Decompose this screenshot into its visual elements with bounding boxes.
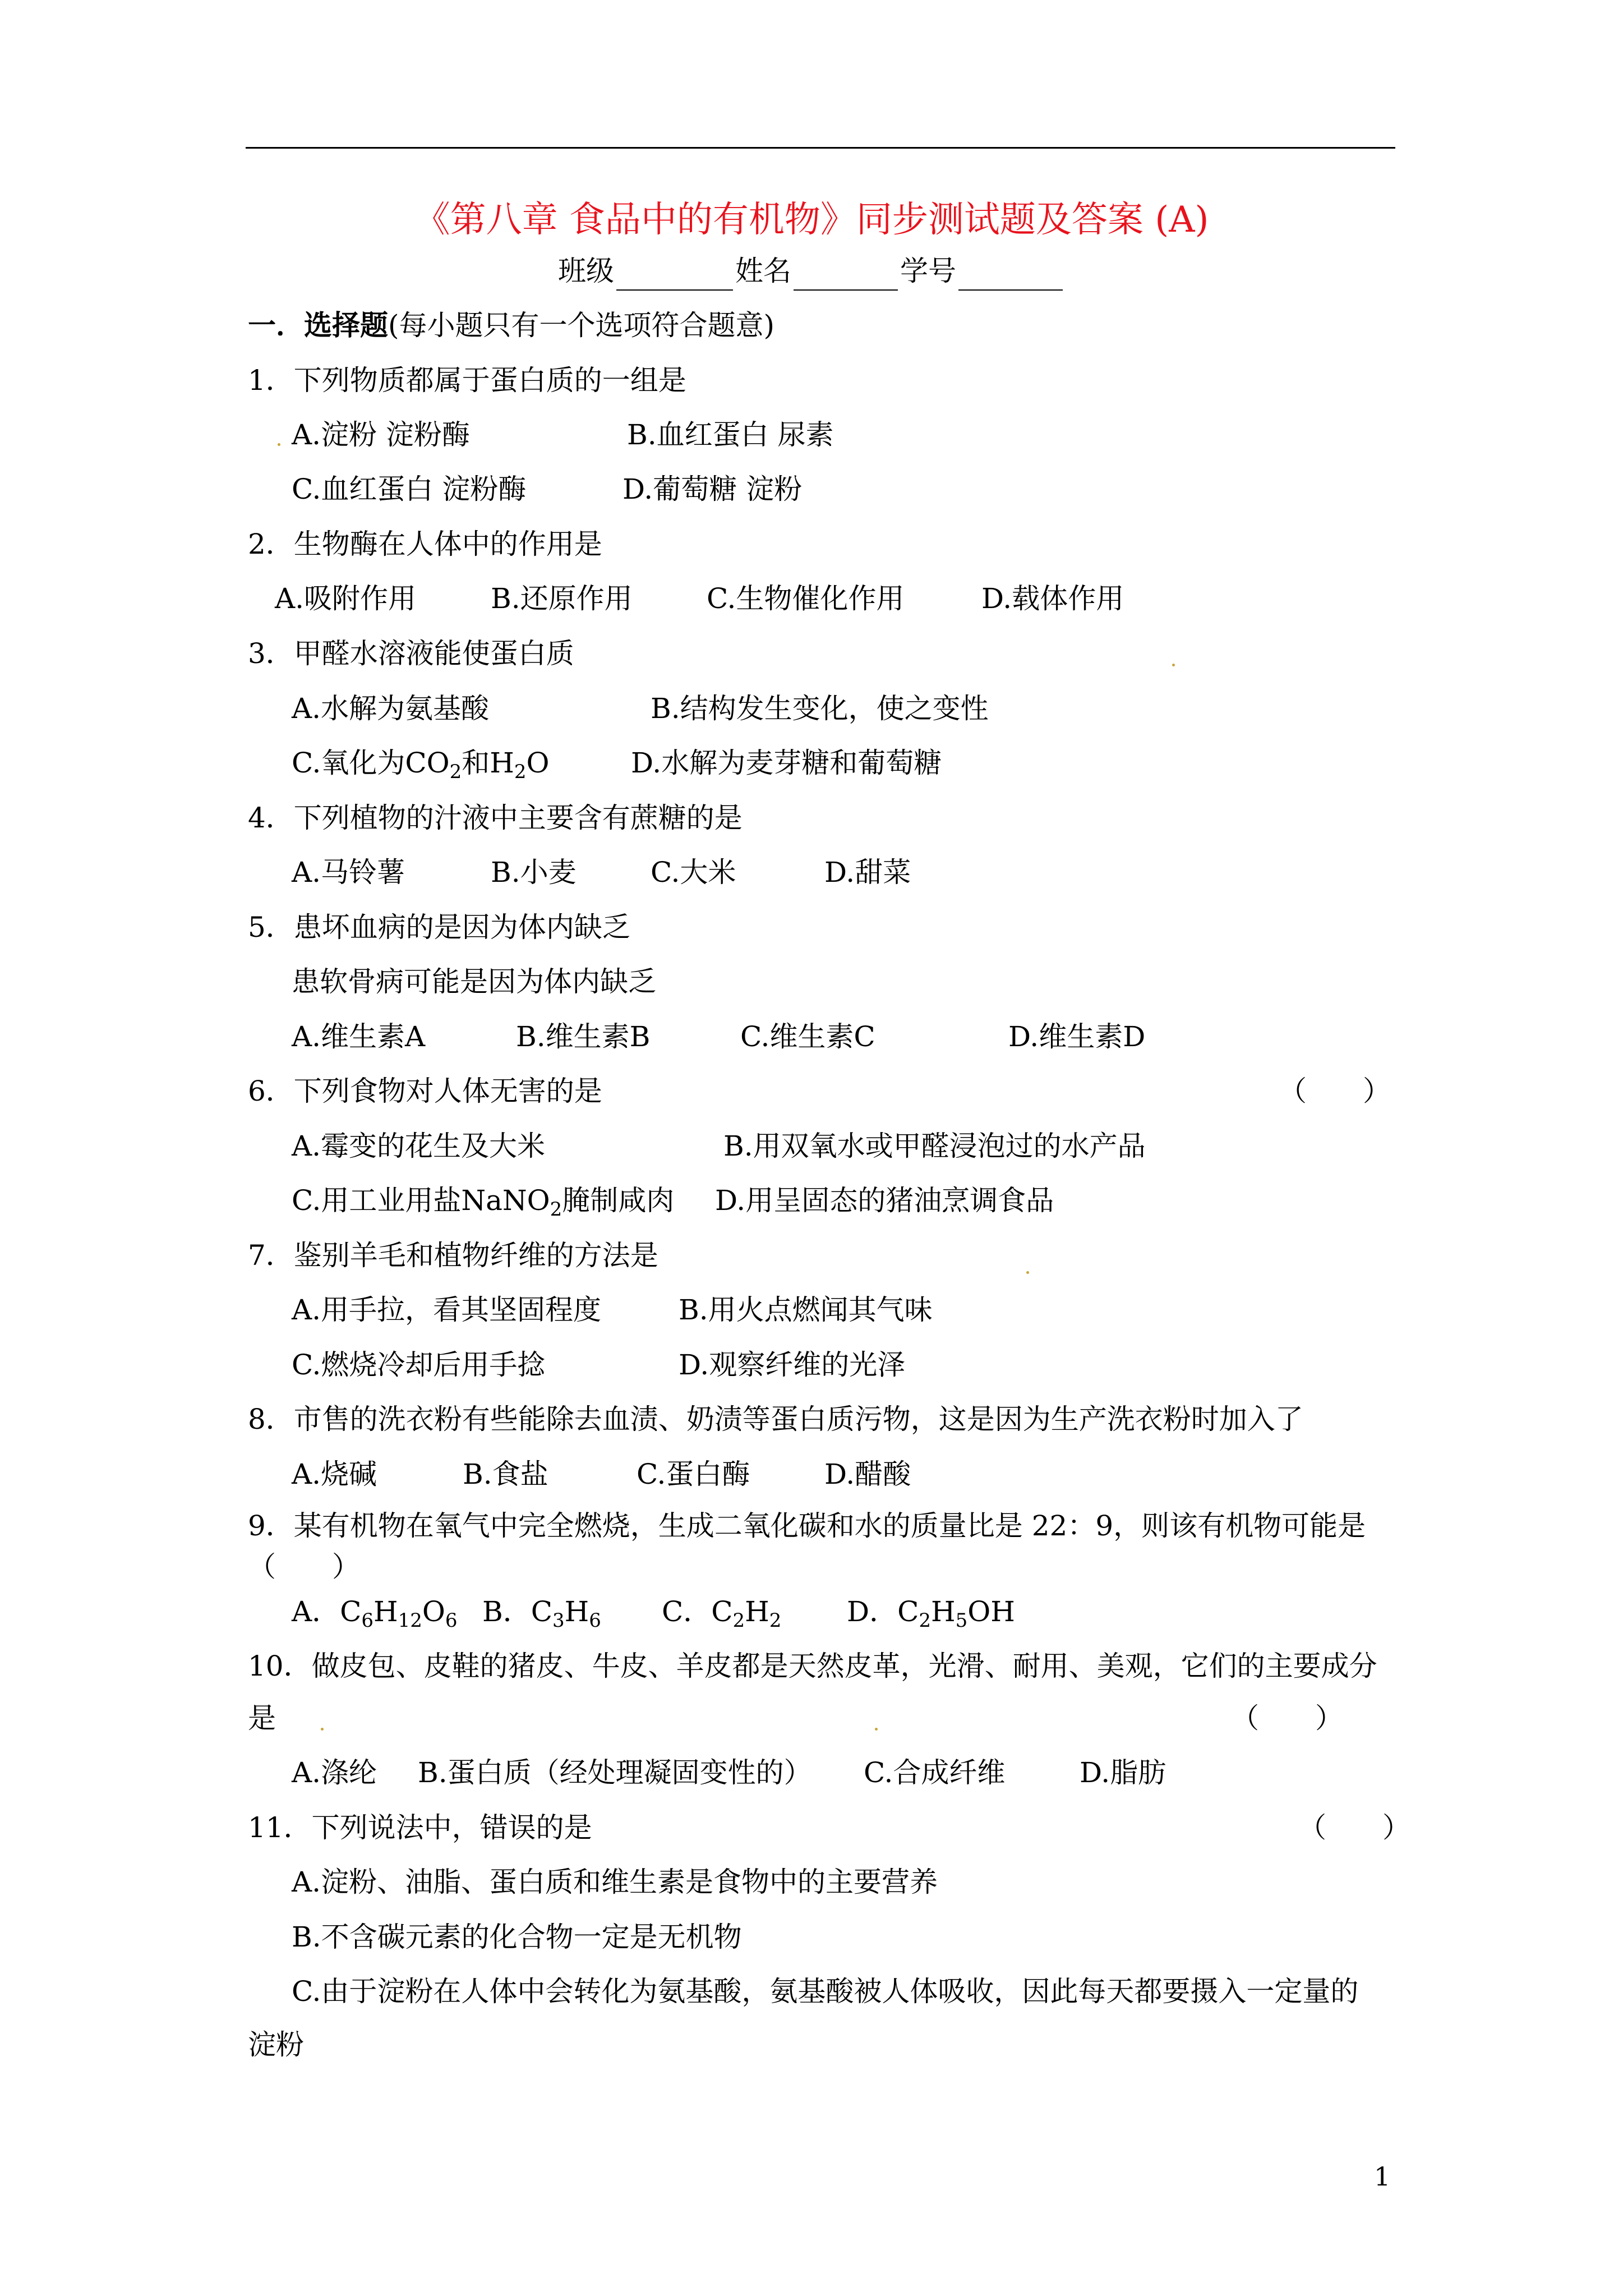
option-a[interactable]: A.吸附作用 xyxy=(275,582,417,615)
header-rule xyxy=(246,147,1395,149)
option-c[interactable]: C.大米 xyxy=(651,856,736,889)
option-c[interactable]: C.用工业用盐NaNO$_2$腌制咸肉 xyxy=(292,1184,675,1221)
option-a[interactable]: A.马铃薯 xyxy=(292,856,405,889)
option-c[interactable]: C.生物催化作用 xyxy=(707,582,905,615)
option-a[interactable]: A.烧碱 xyxy=(292,1458,377,1490)
option-b[interactable]: B.用双氧水或甲醛浸泡过的水产品 xyxy=(723,1130,1146,1162)
question-11-option-b[interactable]: B.不含碳元素的化合物一定是无机物 xyxy=(292,1921,742,1953)
answer-paren-11[interactable]: （ ） xyxy=(1298,1811,1410,1844)
scan-speck xyxy=(321,1728,324,1731)
option-b[interactable]: B.食盐 xyxy=(463,1458,548,1490)
question-11-option-c-cont: 淀粉 xyxy=(248,2028,304,2061)
option-b[interactable]: B.结构发生变化，使之变性 xyxy=(651,692,989,725)
option-a[interactable]: A.霉变的花生及大米 xyxy=(292,1130,546,1162)
answer-paren-6[interactable]: （ ） xyxy=(1279,1075,1391,1107)
section-title: 一．选择题 xyxy=(248,309,388,342)
option-a[interactable]: A.用手拉，看其坚固程度 xyxy=(292,1294,602,1326)
scan-speck xyxy=(1172,664,1175,666)
option-a[interactable]: A.涤纶 xyxy=(292,1756,377,1789)
question-9-stem: 9．某有机物在氧气中完全燃烧，生成二氧化碳和水的质量比是 22：9，则该有机物可能是 xyxy=(248,1510,1366,1542)
question-5-stem: 5．患坏血病的是因为体内缺乏 xyxy=(248,911,630,944)
scan-speck xyxy=(1026,1271,1029,1274)
section-heading xyxy=(248,306,774,345)
option-b[interactable]: B.血红蛋白 尿素 xyxy=(627,418,834,451)
page-title: 《第八章 食品中的有机物》同步测试题及答案 (A) xyxy=(414,199,1209,241)
answer-paren-9[interactable]: （ ） xyxy=(248,1550,360,1583)
option-d[interactable]: D.载体作用 xyxy=(981,582,1124,615)
question-11-option-c[interactable]: C.由于淀粉在人体中会转化为氨基酸，氨基酸被人体吸收，因此每天都要摄入一定量的 xyxy=(292,1975,1359,2008)
scan-speck xyxy=(278,443,280,446)
option-a[interactable]: A.维生素A xyxy=(292,1020,426,1053)
question-7-stem: 7．鉴别羊毛和植物纤维的方法是 xyxy=(248,1239,658,1272)
question-11-option-a[interactable]: A.淀粉、油脂、蛋白质和维生素是食物中的主要营养 xyxy=(292,1866,938,1898)
option-d[interactable]: D．$C_2H_5OH$ xyxy=(847,1595,1015,1632)
question-6-stem: 6．下列食物对人体无害的是 xyxy=(248,1075,602,1107)
question-10-stem: 10．做皮包、皮鞋的猪皮、牛皮、羊皮都是天然皮革，光滑、耐用、美观，它们的主要成分 xyxy=(248,1650,1377,1682)
option-a[interactable]: A．$C_6H_{12}O_6$ xyxy=(292,1595,458,1632)
answer-paren-10[interactable]: （ ） xyxy=(1231,1702,1343,1734)
option-c[interactable]: C.血红蛋白 淀粉酶 xyxy=(292,473,527,505)
student-info xyxy=(0,251,1623,291)
option-c[interactable]: C.燃烧冷却后用手捻 xyxy=(292,1349,546,1381)
option-d[interactable]: D.用呈固态的猪油烹调食品 xyxy=(715,1184,1054,1217)
option-d[interactable]: D.葡萄糖 淀粉 xyxy=(623,473,803,505)
option-b[interactable]: B.用火点燃闻其气味 xyxy=(679,1294,933,1326)
option-b[interactable]: B.小麦 xyxy=(491,856,577,889)
option-c[interactable]: C.维生素C xyxy=(740,1020,875,1053)
question-1-stem: 1．下列物质都属于蛋白质的一组是 xyxy=(248,364,686,397)
question-3-stem: 3．甲醛水溶液能使蛋白质 xyxy=(248,637,574,670)
option-b[interactable]: B.维生素B xyxy=(516,1020,651,1053)
option-d[interactable]: D.维生素D xyxy=(1008,1020,1146,1053)
option-b[interactable]: B.蛋白质（经处理凝固变性的） xyxy=(418,1756,812,1789)
class-blank[interactable] xyxy=(616,260,733,291)
option-c[interactable]: C．$C_2H_2$ xyxy=(662,1595,782,1632)
option-d[interactable]: D.观察纤维的光泽 xyxy=(679,1349,906,1381)
scan-speck xyxy=(875,1728,878,1731)
question-11-stem: 11．下列说法中，错误的是 xyxy=(248,1811,592,1844)
option-b[interactable]: B．$C_3H_6$ xyxy=(482,1595,601,1632)
page-number: 1 xyxy=(1374,2161,1391,2192)
class-label: 班级 xyxy=(558,255,614,287)
question-5-stem-2: 患软骨病可能是因为体内缺乏 xyxy=(292,965,656,998)
option-a[interactable]: A.淀粉 淀粉酶 xyxy=(292,418,470,451)
option-c[interactable]: C.合成纤维 xyxy=(864,1756,1006,1789)
name-label: 姓名 xyxy=(735,255,791,287)
name-blank[interactable] xyxy=(794,260,898,291)
number-label: 学号 xyxy=(900,255,956,287)
option-c[interactable]: C.氧化为$CO_2$和$H_2O$ xyxy=(292,747,550,783)
question-8-stem: 8．市售的洗衣粉有些能除去血渍、奶渍等蛋白质污物，这是因为生产洗衣粉时加入了 xyxy=(248,1403,1303,1435)
question-2-stem: 2．生物酶在人体中的作用是 xyxy=(248,528,602,560)
option-c[interactable]: C.蛋白酶 xyxy=(637,1458,750,1490)
option-b[interactable]: B.还原作用 xyxy=(491,582,633,615)
option-a[interactable]: A.水解为氨基酸 xyxy=(292,692,490,725)
option-d[interactable]: D.水解为麦芽糖和葡萄糖 xyxy=(631,747,942,779)
question-4-stem: 4．下列植物的汁液中主要含有蔗糖的是 xyxy=(248,802,743,834)
section-note: (每小题只有一个选项符合题意) xyxy=(388,309,775,342)
option-d[interactable]: D.甜菜 xyxy=(824,856,911,889)
number-blank[interactable] xyxy=(958,260,1063,291)
option-d[interactable]: D.醋酸 xyxy=(824,1458,911,1490)
option-d[interactable]: D.脂肪 xyxy=(1080,1756,1166,1789)
question-10-stem-2: 是 xyxy=(248,1702,276,1734)
